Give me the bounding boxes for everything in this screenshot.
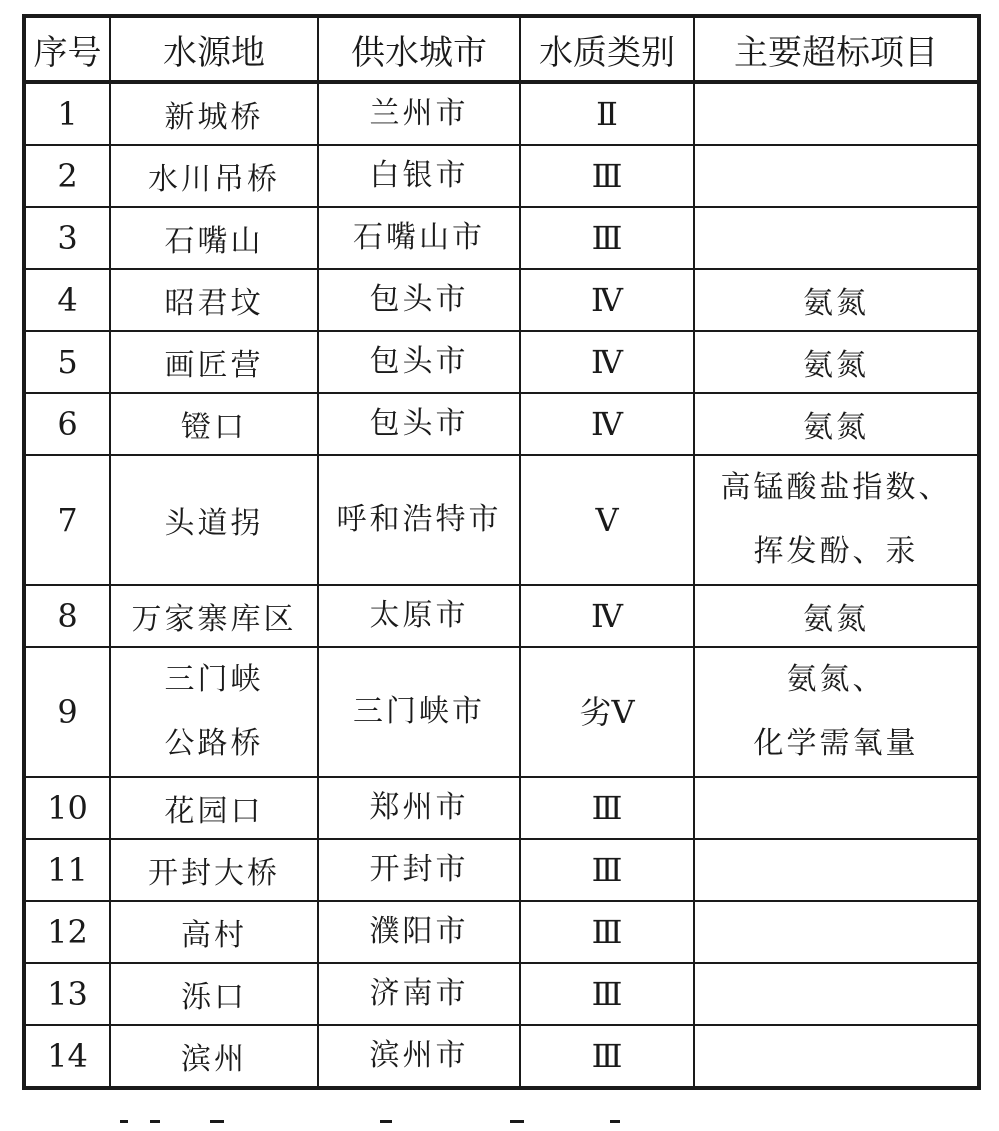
cell-supply-city: 呼和浩特市 — [318, 455, 520, 585]
water-source-line: 头道拐 — [164, 506, 264, 541]
cell-main-exceedances — [694, 1025, 979, 1088]
cell-water-source — [110, 839, 318, 901]
cell-supply-city: 兰州市 — [318, 82, 520, 145]
cell-water-source — [110, 1025, 318, 1088]
cell-water-class: Ⅴ — [520, 455, 694, 585]
water-source-line: 花园口 — [164, 794, 264, 829]
cell-supply-city: 滨州市 — [318, 1025, 520, 1088]
water-source-line: 开封大桥 — [148, 856, 280, 891]
cell-water-class: Ⅱ — [520, 82, 694, 145]
cell-index: 11 — [24, 839, 110, 901]
water-quality-table-container — [22, 14, 977, 1090]
header-index: 序号 — [24, 16, 110, 82]
cell-index: 10 — [24, 777, 110, 839]
water-source-line: 昭君坟 — [164, 286, 264, 321]
water-source-line: 镫口 — [181, 410, 247, 445]
water-source-line: 高村 — [181, 918, 247, 953]
water-source-line: 泺口 — [181, 980, 247, 1015]
table-row — [24, 647, 979, 777]
cell-supply-city: 包头市 — [318, 269, 520, 331]
cell-main-exceedances — [694, 839, 979, 901]
cell-water-source — [110, 647, 318, 777]
cell-index: 7 — [24, 455, 110, 585]
water-source-line: 万家寨库区 — [131, 602, 297, 637]
water-source-line: 画匠营 — [164, 348, 264, 383]
water-source-line: 三门峡 — [164, 662, 264, 697]
header-row — [24, 16, 979, 82]
cell-main-exceedances — [694, 331, 979, 393]
cell-supply-city: 包头市 — [318, 331, 520, 393]
table-row — [24, 82, 979, 145]
cell-main-exceedances — [694, 647, 979, 777]
cell-water-source — [110, 82, 318, 145]
cell-water-class: Ⅳ — [520, 269, 694, 331]
water-quality-table — [22, 14, 981, 1090]
exceedance-line: 化学需氧量 — [753, 726, 919, 761]
cell-supply-city: 白银市 — [318, 145, 520, 207]
cell-index: 13 — [24, 963, 110, 1025]
cell-index: 5 — [24, 331, 110, 393]
water-source-line: 新城桥 — [164, 100, 264, 135]
table-row — [24, 393, 979, 455]
cell-water-source — [110, 207, 318, 269]
cell-index: 12 — [24, 901, 110, 963]
exceedance-line: 氨氮 — [803, 602, 869, 637]
cell-water-class: Ⅳ — [520, 393, 694, 455]
cell-supply-city: 开封市 — [318, 839, 520, 901]
cell-index: 9 — [24, 647, 110, 777]
cell-supply-city: 三门峡市 — [318, 647, 520, 777]
exceedance-line: 氨氮、 — [786, 662, 886, 697]
exceedance-line: 挥发酚、汞 — [753, 534, 919, 569]
cell-main-exceedances — [694, 901, 979, 963]
cell-water-source — [110, 269, 318, 331]
cell-supply-city: 石嘴山市 — [318, 207, 520, 269]
cell-water-class: Ⅲ — [520, 901, 694, 963]
table-row — [24, 145, 979, 207]
cell-supply-city: 濮阳市 — [318, 901, 520, 963]
table-row — [24, 269, 979, 331]
table-row — [24, 455, 979, 585]
cell-water-class: Ⅲ — [520, 963, 694, 1025]
cell-supply-city: 太原市 — [318, 585, 520, 647]
exceedance-line: 氨氮 — [803, 286, 869, 321]
table-row — [24, 963, 979, 1025]
cell-main-exceedances — [694, 963, 979, 1025]
cell-water-source — [110, 393, 318, 455]
cropped-footer-text — [120, 1120, 720, 1131]
header-water-source: 水源地 — [110, 16, 318, 82]
cell-water-class: 劣Ⅴ — [520, 647, 694, 777]
table-header — [24, 16, 979, 82]
cell-main-exceedances — [694, 585, 979, 647]
cell-water-source — [110, 455, 318, 585]
exceedance-line: 高锰酸盐指数、 — [720, 470, 952, 505]
table-body — [24, 82, 979, 1088]
cell-main-exceedances — [694, 207, 979, 269]
cell-water-class: Ⅲ — [520, 777, 694, 839]
cell-water-source — [110, 901, 318, 963]
cell-index: 2 — [24, 145, 110, 207]
cell-water-source — [110, 585, 318, 647]
cell-water-class: Ⅳ — [520, 585, 694, 647]
cell-index: 4 — [24, 269, 110, 331]
cell-index: 14 — [24, 1025, 110, 1088]
cell-water-source — [110, 331, 318, 393]
water-source-line: 滨州 — [181, 1042, 247, 1077]
table-row — [24, 839, 979, 901]
table-row — [24, 777, 979, 839]
water-source-line: 石嘴山 — [164, 224, 264, 259]
table-row — [24, 901, 979, 963]
cell-index: 6 — [24, 393, 110, 455]
water-source-line: 水川吊桥 — [148, 162, 280, 197]
cell-supply-city: 济南市 — [318, 963, 520, 1025]
table-row — [24, 1025, 979, 1088]
cell-main-exceedances — [694, 82, 979, 145]
cell-water-source — [110, 145, 318, 207]
cell-index: 3 — [24, 207, 110, 269]
exceedance-line: 氨氮 — [803, 348, 869, 383]
header-water-class: 水质类别 — [520, 16, 694, 82]
cell-water-class: Ⅲ — [520, 839, 694, 901]
cell-water-class: Ⅲ — [520, 145, 694, 207]
cell-main-exceedances — [694, 777, 979, 839]
header-main-exceedances: 主要超标项目 — [694, 16, 979, 82]
cell-water-source — [110, 963, 318, 1025]
cell-water-class: Ⅲ — [520, 1025, 694, 1088]
cell-main-exceedances — [694, 269, 979, 331]
water-source-line: 公路桥 — [164, 726, 264, 761]
cell-index: 8 — [24, 585, 110, 647]
cell-water-class: Ⅳ — [520, 331, 694, 393]
table-row — [24, 331, 979, 393]
cell-supply-city: 郑州市 — [318, 777, 520, 839]
cell-main-exceedances — [694, 145, 979, 207]
cell-water-source — [110, 777, 318, 839]
table-row — [24, 585, 979, 647]
cell-supply-city: 包头市 — [318, 393, 520, 455]
cell-water-class: Ⅲ — [520, 207, 694, 269]
header-supply-city: 供水城市 — [318, 16, 520, 82]
table-row — [24, 207, 979, 269]
exceedance-line: 氨氮 — [803, 410, 869, 445]
cell-main-exceedances — [694, 455, 979, 585]
cell-main-exceedances — [694, 393, 979, 455]
cell-index: 1 — [24, 82, 110, 145]
